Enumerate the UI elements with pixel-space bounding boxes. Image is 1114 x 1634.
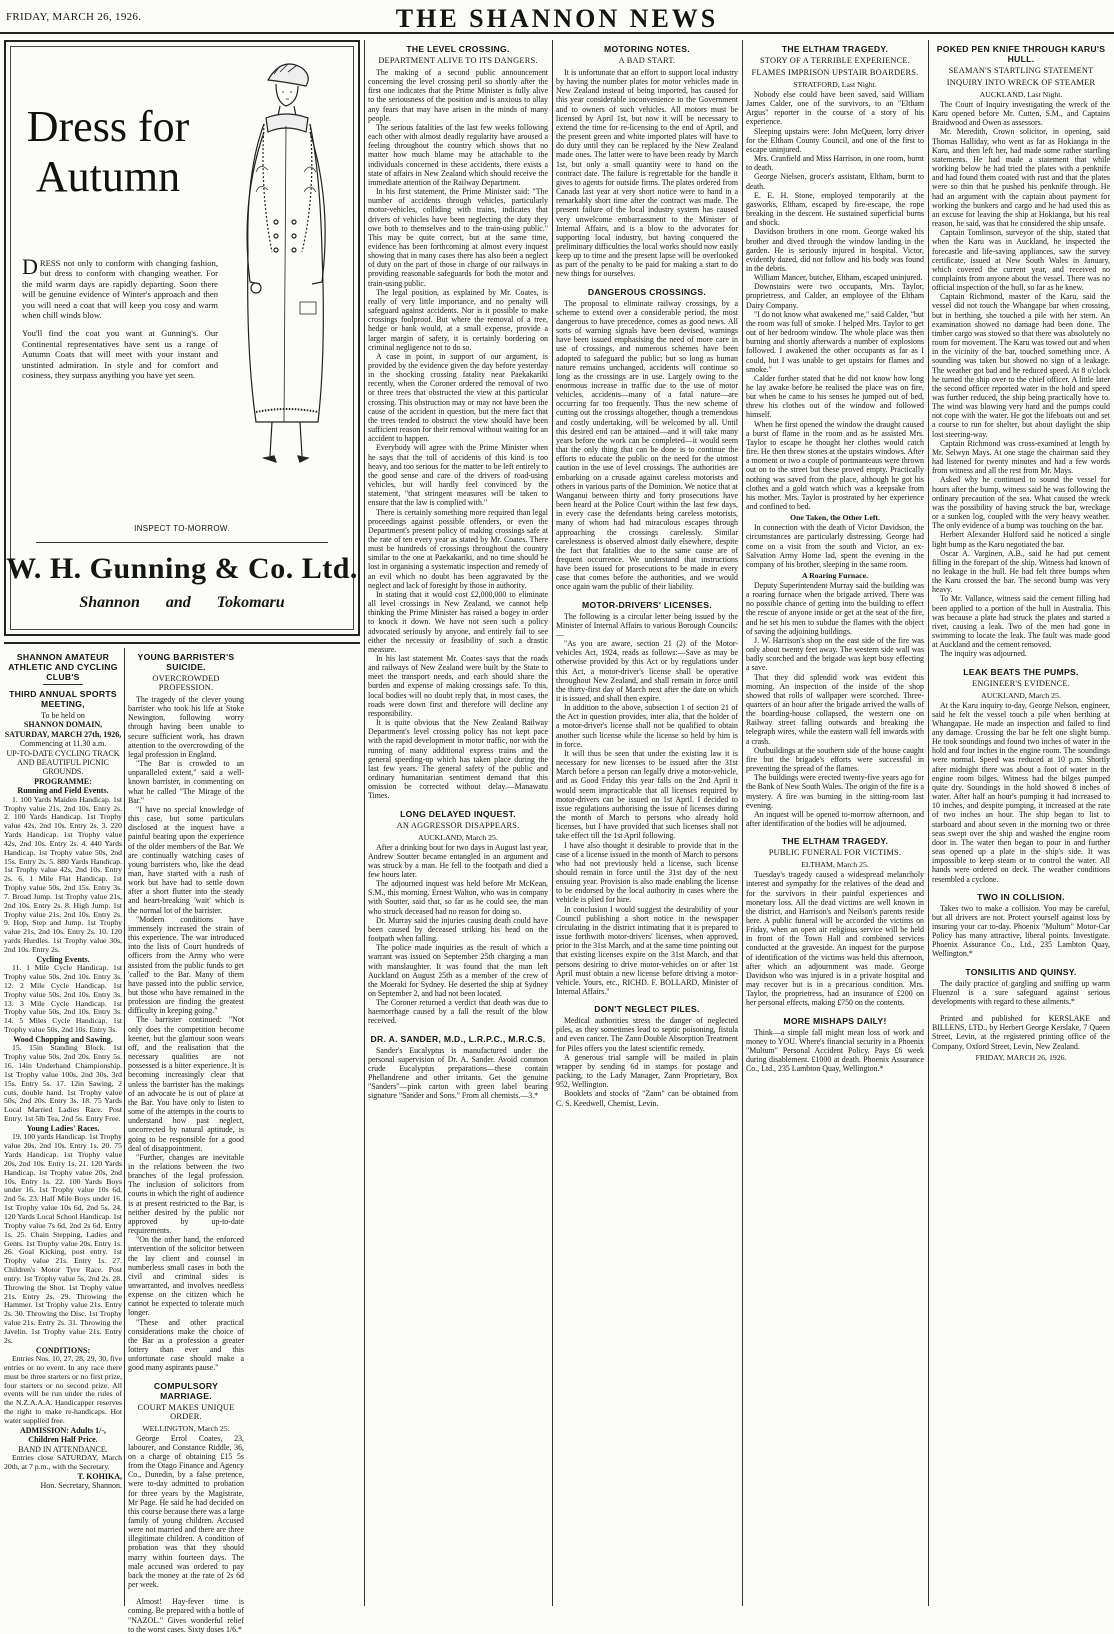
marriage-headline: COMPULSORY MARRIAGE. — [153, 1380, 219, 1401]
barrister-paragraph: "These and other practical considerations make the choice of the Bar as a profession a greater lottery than ever and this unfortunate case should make a good many aspirants pause." — [128, 1317, 244, 1373]
barrister-paragraph: The tragedy of the clever young barrister who took his life at Stoke Newington, following worry through having been unable to secure sufficient work, has drawn attention to the overcrowding of the legal profession in England. — [128, 695, 244, 759]
crossing-paragraph: The making of a second public announcement concerning the level crossing peril so shortly after the first one indicates that the Prime Minister is fully alive to the seriousness of the position and is anxious to allay any fears that may have arisen in the minds of many people. — [368, 68, 548, 123]
imprint-date: FRIDAY, MARCH 26, 1926. — [975, 1052, 1067, 1062]
column-sports — [4, 648, 122, 1608]
inquest-paragraph: The police made inquiries as the result of which a warrant was issued on September 25th charging a man with manslaughter. It was found that the man left Auckland on August 25th as a member of the crew of the Moeraki for Sydney. He deserted the ship at Sydney on September 2, and had not been located. — [368, 943, 548, 998]
sports-running-label: Running and Field Events. — [17, 786, 109, 796]
sports-programme-label: PROGRAMME: — [34, 776, 92, 786]
penknife-paragraph: Captain Tomlinson, surveyor of the ship, stated that when the Karu was in Auckland, he inspected the forecastle and life-saving appliances, saw the survey certificate, issued at New South Wales in January, which covered the current year, and received no complaints from anyone about the vessel. There was no official inspection of the hull, so far as he knew. — [932, 228, 1110, 293]
sports-ladies-label: Young Ladies' Races. — [26, 1124, 100, 1133]
sports-cycling-label: Cycling Events. — [36, 954, 90, 964]
barrister-subheadline: OVERCROWDED PROFESSION. — [152, 674, 220, 692]
inquest-article — [368, 809, 548, 1026]
ad-inspect-note: INSPECT TO-MORROW. — [134, 524, 230, 533]
barrister-paragraph: "The Bar is crowded to an unparalleled extent," said a well-known barrister, in commenting on what he called "The Mirage of the Bar." — [128, 759, 244, 805]
crossing-paragraph: Everybody will agree with the Prime Minister when he says that the toll of accidents of this kind is too heavy, and too serious for the matter to be left entirely to the good sense and care of the drivers of road-using vehicles, but will hardly feel convinced by the statement, "that stringent measures will be taken to ensure that the law is complied with." — [368, 443, 548, 508]
sports-band: BAND IN ATTENDANCE. — [18, 1444, 108, 1454]
inquest-dateline: AUCKLAND, March 25. — [418, 832, 498, 842]
crossing-paragraph: In his last statement Mr. Coates says that the roads and railways of New Zealand were built by the State to meet the transport needs, and each should share the burden and expense of making crossings safe. To this, local bodies will no doubt reply that, in most cases, the roads were down first and therefore will decline any responsibility. — [368, 654, 548, 718]
eltham-paragraph: J. W. Harrison's shop on the east side of the fire was only about twenty feet away. The western side wall was badly scorched and the brigade was kept busy effecting a save. — [746, 635, 924, 673]
ad-towns — [6, 594, 358, 612]
eltham-subheadline: STORY OF A TERRIBLE EXPERIENCE. — [759, 56, 911, 65]
imprint-text: Printed and published for KERSLAKE and BILLENS, LTD., by Herbert George Kerslake, 7 Queen Street, Levin, at the registered printing office of the Company, Oxford Street, Levin, New Zealand. — [932, 1014, 1110, 1051]
ad-paragraph-2: You'll find the coat you want at Gunning's. Our Continental representatives have sent us a range of Autumn Coats that will meet with your instant and unstinted admiration. In style and for comfort and cosiness, they surpass anything you have yet seen. — [22, 328, 218, 381]
penknife-paragraph: To Mr. Vallance, witness said the cement filling had been applied to a portion of the hull in Australia. This was because a plate had struck the plates and started a rivet, causing a leak. Two of the men had gone in swimming to locate the leak. The fault was made good at Auckland and the cement removed. — [932, 594, 1110, 650]
ad-town-shannon: Shannon — [79, 594, 140, 611]
sports-venue: SHANNON DOMAIN, — [23, 720, 103, 730]
imprint — [932, 1014, 1110, 1062]
column-eltham — [746, 40, 924, 1608]
barrister-paragraph: The barrister continued: "Not only does the competition become keener, but the glamour soon wears off, and the realisation that the necessary qualities are not possessed is a bitter experience. It is becoming increasingly clear that unless the barrister has the makings of an advocate he is out of place at the Bar. You have only to listen to some of the attempts in the courts to understand how past neglect, uncorrected by natural aptitude, is going to be responsible for a good deal of disappointment. — [128, 1015, 244, 1153]
piles-paragraph: A generous trial sample will be mailed in plain wrapper by sending 6d in stamps for postage and packing, to the Lady Manager, Zann Proprietary, Box 952, Wellington. — [556, 1052, 738, 1090]
sports-conditions: Entries Nos. 10, 27, 28, 29, 30, five entries or no event. In any race there must be three starters or no first prize, four starters or no second prize. All events will be run under the rules of the N.Z.A.A.A. Handicapper reserves the right to make re-handicaps. Hot water supplied free. — [4, 1354, 122, 1425]
inquest-paragraph: Dr. Murray said the injuries causing death could have been caused by deceased striking his head on the footpath when falling. — [368, 915, 548, 944]
eltham-paragraph: The buildings were erected twenty-five years ago for the Bank of New South Wales. The origin of the fire is a mystery. A fire was burning in the sitting-room last evening. — [746, 773, 924, 810]
penknife-paragraph: The Court of Inquiry investigating the wreck of the Karu opened before Mr. Cutten, S.M., and Captains Braidwood and Owen as assessors. — [932, 100, 1110, 128]
crossing-paragraph: In his first statement, the Prime Minister said: "The number of accidents through vehicles, particularly motor-vehicles, colliding with trains, indicates that drivers of vehicles have been neglecting the duty they owe both to themselves and to the train-using public." This may be quite correct, but at the same time, evidence has been forthcoming at almost every inquest showing that in many cases there has also been a neglect of duty on the part of those in charge of our railways in providing reasonable safeguards for both the motor and train-using public. — [368, 187, 548, 288]
eltham-paragraph: Nobody else could have been saved, said William James Calder, one of the survivors, to an "Eltham Argus" reporter in the course of a story of his experience. — [746, 90, 924, 127]
leak-headline: LEAK BEATS THE PUMPS. — [963, 666, 1079, 677]
motoring-article — [556, 44, 738, 279]
ad-paragraph-1-text: RESS not only to conform with changing fashion, but dress to conform with changing weather. For the mild warm days are rapidly departing. Soon there will be genuine evidence of Winter's approach and then you will need a coat that will keep you cosy and warm when chill winds blow. — [22, 258, 218, 321]
barrister-article — [128, 652, 244, 1373]
inquest-paragraph: The Coroner returned a verdict that death was due to haemorrhage caused by a fall the result of the blow received. — [368, 998, 548, 1026]
eltham-funeral-dateline: ELTHAM, March 25. — [801, 860, 869, 870]
penknife-article — [932, 44, 1110, 659]
dangerous-paragraph: The proposal to eliminate railway crossings, by a scheme to extend over a considerable period, the most dangerous to have precedence, comes as good news. All sorts of warning signals have been devised, warnings have been issued emphasising the need of more care in use of crossings, and numerous schemes have been adopted to safeguard the public; but so long as human nature remains unchanged, accidents will continue so long as the crossings are in use. Largely owing to the enormous increase in traffic due to the use of motor vehicles, accidents—many of a fatal nature—are occurring far too frequently. Thus the new scheme of cutting out the crossings altogether, though a tremendous and costly undertaking, will be welcomed by all. Until this desired end can be attained—and it will take many years before the work can be completed—it would seem that the only thing that can be done is to continue the efforts to educate the public on the need for the utmost caution in the use of level crossings. The authorities are embarking on a crusade against careless motorists and others in various parts of the Dominion. We notice that at Wanganui between thirty and forty prosecutions have been heard at the Police Court within the last few days, in every case the defendants being careless motorists, many of whom had had miraculous escapes through approaching the crossings carelessly. Similar carelessness is observed almost daily elsewhere, despite the fact that fatalities due to the same cause are of frequent occurrence. We understand that instructions have been issued for prosecutions to be made in every case that comes before the authorities, and we would once again warn the public of their liability. — [556, 298, 738, 592]
sports-signature-name: T. KOHIKA, — [77, 1471, 122, 1481]
eltham-paragraph: Outbuildings at the southern side of the house caught fire but the brigade's efforts were successful in preventing the spread of the flames. — [746, 745, 924, 774]
leak-article — [932, 667, 1110, 884]
ad-headline — [18, 102, 198, 202]
penknife-paragraph: Mr. Meredith, Crown solicitor, in opening, said Thomas Halliday, who went as far as Hokianga in the Karu, and then left her, had made some rather startling statements. He had made a statement that while working below he had tried the plates with a penknife and had found them coated with rust and that the plates were so thin that he pushed his penknife through. He had an argument with the captain about payment for working the bunkers and cargo and he had used this as an excuse for leaving the ship at Hokianga, but his real reason, he said, was that he considered the ship unsafe. — [932, 127, 1110, 229]
newspaper-title: THE SHANNON NEWS — [395, 4, 719, 33]
sports-admission: ADMISSION: Adults 1/-, Children Half Price. — [19, 1425, 106, 1445]
ad-headline-line2: Autumn — [35, 152, 181, 201]
fashion-illustration — [216, 52, 350, 472]
eltham-paragraph: Downstairs were two occupants, Mrs. Taylor, proprietress, and Calder, an employee of the Eltham Dairy Company. — [746, 282, 924, 310]
penknife-paragraph: Captain Richmond was cross-examined at length by Mr. Selwyn Mays. At one stage the chairman said they had listened for twenty minutes and had a few words from witness and all the rest from Mr. Mays. — [932, 438, 1110, 476]
licenses-paragraph: In addition to the above, subsection 1 of section 21 of the Act in question provides, inter alia, that the holder of a motor-driver's license shall not be qualified to obtain another such license while the license so held by him is in force. — [556, 703, 738, 749]
sander-text: Sander's Eucalyptus is manufactured under the personal supervision of Dr. A. Sander. Avoid common crude Eucalyptus preparations—these contain Phellandrene and other irritants. Get the genuine "Sanders"—pink carton with green label bearing signature "Sander and Sons." From all chemists.—3.* — [368, 1045, 548, 1101]
collision-advertisement — [932, 892, 1110, 959]
sander-advertisement — [368, 1034, 548, 1101]
sports-date: SATURDAY, MARCH 27th, 1926, — [4, 729, 122, 739]
penknife-paragraph: The inquiry was adjourned. — [940, 649, 1027, 659]
inquest-paragraph: After a drinking bout for two days in August last year, Andrew Soutter became entangled in an argument and was struck by a man. He fell to the footpath and died a few hours later. — [368, 842, 548, 879]
mishaps-headline: MORE MISHAPS DAILY! — [783, 1015, 887, 1026]
barrister-paragraph: "On the other hand, the enforced intervention of the solicitor between the lay client and counsel in numberless small cases in both the civil and criminal sides is unwarranted, and involves needless expense on the citizen which he cannot be expected to tolerate much longer. — [128, 1235, 244, 1318]
sports-line-1: To be held on — [41, 711, 85, 720]
crossing-paragraph: The serious fatalities of the last few weeks following each other with almost deadly regularity have aroused a feeling throughout the country which shows that no matter how much blame may be attachable to the individuals concerned in these accidents, there exists a state of affairs in New Zealand which should receive the immediate attention of the Railway Department. — [368, 122, 548, 187]
sports-wood-label: Wood Chopping and Sawing. — [13, 1035, 113, 1044]
column-barrister — [128, 648, 244, 1634]
licenses-article — [556, 600, 738, 997]
licenses-paragraph: It will thus be seen that under the existing law it is necessary for new licenses to be issued after the 31st March before a person can legally drive a motor-vehicle, and as Good Friday this year falls on the 2nd April it would seem impracticable that all licenses required by motor-drivers can be issued on 1st April. I decided to issue regulations authorising the issue of licenses during the month of March to persons who already hold licenses, but I have provided that such licenses shall not take effect till the 1st April following. — [556, 748, 738, 841]
leak-subheadline: ENGINEER'S EVIDENCE. — [971, 678, 1071, 688]
eltham-funeral-subheadline: PUBLIC FUNERAL FOR VICTIMS. — [768, 848, 902, 858]
collision-headline: TWO IN COLLISION. — [977, 891, 1065, 902]
eltham-funeral-article — [746, 836, 924, 1007]
ad-town-and: and — [165, 594, 191, 611]
piles-advertisement — [556, 1004, 738, 1108]
eltham-paragraph: "I do not know what awakened me," said Calder, "but the room was full of smoke. I helped Mrs. Taylor to get out of her bedroom window. The whole place was then burning and shortly afterwards a number of explosions followed. I awakened the other occupants as far as I could, but I was unable to get upstairs for flames and smoke." — [746, 309, 924, 374]
marriage-article — [128, 1381, 244, 1590]
sports-wood-events: 15. 15in Standing Block. 1st Trophy value 50s, 2nd 20s. Entry 5s. 16. 14in Underhand Championship. 1st Trophy value 100s, 2nd 30s, 3rd 15s. Entry 5s. 17. 12in Sawing, 2 cuts, double hand. 1st Trophy value 50s, 2nd 20s. Entry 3s. 18. 75 Yards Local Married Ladies Race. Post Entry. 1st 5lb Tea, 2nd 5s. Entry Free. — [4, 1043, 122, 1124]
leak-dateline: AUCKLAND, March 25. — [981, 690, 1061, 700]
ad-bottom-rule — [4, 642, 360, 644]
barrister-headline: YOUNG BARRISTER'S SUICIDE. — [137, 652, 235, 672]
sander-headline: DR. A. SANDER, M.D., L.R.P.C., M.R.C.S. — [370, 1033, 546, 1044]
barrister-paragraph: "Modern conditions have immensely increased the strain of this experience. The war introduced into the lists of Court hundreds of officers from the Army who were assisted from the public funds to get 'called' to the Bar. Many of them have passed into the public service, but those who have remained in the profession are finding the greatest difficulty in keeping going." — [128, 914, 244, 1016]
ad-headline-line1: Dress for — [26, 102, 190, 151]
column-rule — [552, 40, 553, 1606]
penknife-paragraph: Captain Richmond, master of the Karu, said the vessel did not touch the Whangape bar when crossing, but in berthing, she touched a pile with her stern. An examination showed no damage had been done. The timber cargo was stowed so that there was absolutely no room for movement. The Karu was towed out and when in the vicinity of the bar, touched something once. A sounding was taken but showed no sign of a leakage. The weather got bad and he reduced speed. At 8 o'clock he turned the ship over to the chief officer. A little later the second officer reported water in the hold and speed was further reduced, the ship being practically hove to. The wind was blowing very hard and the pumps could not cope with the water. He got the lifeboats out and set a course to run for shelter, but about daylight the ship lost steering-way. — [932, 292, 1110, 439]
column-rule — [364, 40, 365, 1606]
motoring-subheadline: A BAD START. — [618, 56, 676, 65]
licenses-paragraph: In conclusion I would suggest the desirability of your Council publishing a short notice in the newspaper circulating in the district intimating that it is prepared to issue forthwith motor-drivers' licenses, when approved, prior to the 31st March, and at the same time pointing out that existing licenses expire on the 31st March, and that persons desiring to drive motor-vehicles on or after 1st April must obtain a new license before driving a motor-vehicle. Yours, etc., RICHD. F. BOLLARD, Minister of Internal Affairs." — [556, 904, 738, 996]
penknife-headline: POKED PEN KNIFE THROUGH KARU'S HULL. — [936, 44, 1106, 64]
masthead — [0, 0, 1114, 34]
tonsilitis-advertisement — [932, 967, 1110, 1006]
eltham-headline: THE ELTHAM TRAGEDY. — [781, 44, 889, 54]
marriage-paragraph: George Errol Coates, 23, labourer, and Constance Riddle, 36, on a charge of obtaining £15 5s from the Otago Finance and Agency Co., Dunedin, by a false pretence, were to-day admitted to probation for three years by the Magistrate, Mr Page. He said he had decided on this course because there was a large family of young children. Accused were not married and there are three illegitimate children. A condition of probation was that they should marry within fourteen days. The male accused was ordered to pay back the money at the rate of 2s 6d per week. — [128, 1433, 244, 1590]
sports-time: Commencing at 11.30 a.m. — [19, 739, 107, 749]
leak-paragraph: At the Karu inquiry to-day, George Nelson, engineer, said he felt the vessel touch a pile when berthing at Whangapae. He made an inspection and failed to find any damage. Crossing the bar he felt one slight bump. He took soundings and found two inches of water in the hold and four inches in the engine room. The soundings were normal. Speed was reduced at 10 p.m. Shortly after midnight there was about a foot of water in the engine room bilges. Witness had the bilges pumped quite dry. Soundings in the hold showed 8 inches of water. After half an hour's pumping it had increased to 10 inches, and despite pumping, it increased at the rate of two inches an hour. The ship began to list to starboard and about seven in the morning two or three seas swept over the ship and washed the engine room door in. The water then began to pour in and further seas opened up a plate in the ship's side. It was impossible to keep steam or to control the water. All hands were ordered on deck. The weather conditions resembled a cyclone. — [932, 700, 1110, 884]
piles-headline: DON'T NEGLECT PILES. — [594, 1004, 700, 1015]
licenses-paragraph: "As you are aware, section 21 (2) of the Motor-vehicles Act, 1924, reads as follows:—Save as may be otherwise provided by this Act or by regulations under this Act, a motor-driver's license shall be operative throughout New Zealand, and shall remain in force until the thirty-first day of March next after the date on which it is issued, and shall then expire. — [556, 639, 738, 703]
ad-drop-cap: D — [22, 254, 38, 279]
eltham-paragraph: That they did splendid work was evident this morning. An inspection of the inside of the shop showed that rolls of wallpaper were scorched. Three-quarters of an hour after the brigade arrived the walls of the boarding-house collapsed, the western one on Railway street falling outwards and breaking the telegraph wires, while the eastern wall fell inwards with a crash. — [746, 672, 924, 746]
nazol-text: Almost! Hay-fever time is coming. Be prepared with a bottle of "NAZOL." Gives wonderful relief to the worst cases. Sixty doses 1/6.* — [128, 1597, 244, 1634]
gunning-advertisement — [4, 40, 360, 636]
issue-date: FRIDAY, MARCH 26, 1926. — [6, 11, 142, 23]
licenses-paragraph: The following is a circular letter being issued by the Minister of Internal Affairs to various Borough Councils:— — [556, 611, 738, 639]
sports-meeting-notice — [4, 652, 122, 1491]
eltham-dateline: STRATFORD, Last Night. — [793, 80, 877, 89]
barrister-paragraph: "Further, changes are inevitable in the relations between the two branches of the legal profession. The inclusion of solicitors from courts in which the right of audience is at present restricted to the Bar, is neither desired by the public nor approved by up-to-date requirements. — [128, 1152, 244, 1236]
tonsilitis-headline: TONSILITIS AND QUINSY. — [965, 966, 1077, 977]
column-motoring — [556, 40, 738, 1608]
inquest-paragraph: The adjourned inquest was held before Mr McKean, S.M., this morning. Ernest Walton, who was in company with Soutter, said that, so far as he could see, the man who struck deceased had no reason for doing so. — [368, 879, 548, 916]
penknife-paragraph: Herbert Alexander Hulford said he noticed a single light bump as the Karu negotiated the bar. — [932, 530, 1110, 549]
ad-town-tokomaru: Tokomaru — [216, 594, 285, 611]
nazol-notice — [128, 1597, 244, 1634]
eltham-paragraph: E. E. H. Stone, employed temporarily at the gasworks, Eltham, escaped by fire-escape, the rope breaking in the descent. He sustained superficial burns and shock. — [746, 190, 924, 228]
eltham-subheadline-2: FLAMES IMPRISON UPSTAIR BOARDERS. — [751, 68, 919, 77]
sports-heading-rule — [43, 684, 83, 685]
sports-signature-title: Hon. Secretary, Shannon. — [40, 1481, 122, 1491]
marriage-subheadline: COURT MAKES UNIQUE ORDER. — [137, 1402, 235, 1421]
inquest-subheadline: AN AGGRESSOR DISAPPEARS. — [396, 820, 520, 830]
sports-heading: SHANNON AMATEUR ATHLETIC AND CYCLING CLUB'S — [8, 652, 118, 682]
dangerous-crossings-article — [556, 287, 738, 592]
eltham-section-heading: One Taken, the Other Left. — [790, 513, 880, 523]
eltham-article — [746, 44, 924, 828]
mishaps-text: Think—a simple fall might mean loss of work and money to YOU. Where's financial security in a Phoenix "Multum" Personal Accident Policy. Pays £6 week during disablement. £1000 at death. Phoenix Assurance Co., Ltd., 235 Lambton Quay, Wellington.* — [746, 1027, 924, 1074]
ad-brand-name: W. H. Gunning & Co. Ltd. — [6, 552, 358, 585]
ad-divider — [36, 542, 328, 543]
crossing-article — [368, 44, 548, 801]
sports-running-events: 1. 100 Yards Maiden Handicap. 1st Trophy value 21s, 2nd 10s. Entry 2s. 2. 100 Yards Handicap. 1st Trophy value 42s, 2nd 10s. Entry 2s. 3. 220 Yards Handicap. 1st Trophy value 42s, 2nd 10s. Entry 2s. 4. 440 Yards Handicap. 1st Trophy value 50s, 2nd 15s. Entry 2s. 5. 880 Yards Handicap. 1st Trophy value 42s, 2nd 10s. Entry 2s. 6. 1 Mile Flat Handicap. 1st Trophy value 50s, 2nd 15s. Entry 3s. 7. Broad Jump. 1st Trophy value 21s, 2nd 10s. Entry 2s. 8. High Jump. 1st Trophy value 21s, 2nd 10s. Entry 2s. 9. Hop, Step and Jump. 1st Trophy value 21s, 2nd 10s. Entry 2s. 10. 120 yards Hurdles. 1st Trophy value 30s, 2nd 10s. Entry 2s. — [4, 794, 122, 954]
sports-entries: Entries close SATURDAY, March 20th, at 7 p.m., with the Secretary. — [4, 1453, 122, 1471]
penknife-subheadline-2: INQUIRY INTO WRECK OF STEAMER — [946, 78, 1096, 87]
crossing-paragraph: The legal position, as explained by Mr. Coates, is really of very little importance, and no penalty will safeguard against accidents. Nor is it possible to make crossings foolproof. But where the removal of a tree, hedge or bank would, at a small expense, provide a larger margin of safety, it is certainly bordering on criminal negligence not to do so. — [368, 287, 548, 352]
ad-body — [22, 254, 218, 381]
eltham-paragraph: Calder further stated that he did not know how long he lay awake before he realised the place was on fire, but when he came to his senses he jumped out of bed, threw his clothes out of the window and followed himself. — [746, 373, 924, 420]
sports-cycling-events: 11. 1 Mile Cycle Handicap. 1st Trophy value 50s, 2nd 10s. Entry 3s. 12. 2 Mile Cycle Handicap. 1st Trophy value 50s, 2nd 10s. Entry 3s. 13. 3 Mile Cycle Handicap. 1st Trophy value 50s, 2nd 10s. Entry 3s. 14. 5 Miles Cycle Handicap. 1st Trophy value 50s, 2nd 10s. Entry 3s. — [4, 963, 122, 1035]
crossing-paragraph: In stating that it would cost £2,000,000 to eliminate all level crossings in New Zealand, we cannot help thinking the Prime Minister has raised a bogey in order to knock it down. We have not seen such a policy advocated seriously by anyone, and entirely fail to see either the necessity or feasibility of such a drastic measure. — [368, 589, 548, 654]
collision-text: Takes two to make a collision. You may be careful, but all drivers are not. Protect yourself against loss by insuring your car to-day. Phoenix "Multum" Motor-Car Policy has many attractive, liberal points. Investigate. Phoenix Assurance Co., Ltd., 235 Lambton Quay, Wellington.* — [932, 903, 1110, 959]
eltham-paragraph: When he first opened the window the draught caused a burst of flame in the room and as he assisted Mrs. Taylor to escape he thought her clothes would catch fire. He then threw stones at the upstairs windows. After a moment or two a couple of portmanteaus were thrown out on to the street but these proved empty. Practically nothing was saved from the place, although he got his clothes and a gold watch which was a keepsake from his mother. Mrs. Taylor is prostrated by her experience and confined to bed. — [746, 419, 924, 512]
licenses-paragraph: I have also thought it desirable to provide that in the case of a license issued in the month of March to persons who had not previously held a license, such license should remain in force until the 31st day of the next ensuing year. Provision is also made enabling the license to be endorsed by the local authority in cases where the vehicle is plied for hire. — [556, 840, 738, 905]
sports-subheading: THIRD ANNUAL SPORTS MEETING, — [9, 689, 117, 709]
motoring-headline: MOTORING NOTES. — [604, 44, 690, 54]
marriage-dateline: WELLINGTON, March 25. — [142, 1423, 230, 1433]
dangerous-headline: DANGEROUS CROSSINGS. — [587, 286, 707, 297]
crossing-subheadline: DEPARTMENT ALIVE TO ITS DANGERS. — [378, 56, 538, 65]
eltham-paragraph: William Mancer, butcher, Eltham, escaped uninjured. — [754, 273, 923, 283]
crossing-paragraph: It is quite obvious that the New Zealand Railway Department's level crossing policy has not kept pace with the rapid development in motor traffic, nor with the running of many additional express trains and the general speeding-up which has taken place during the last few years. The general safety of the public and ordinary humanitarian sentiment demand that this omission be corrected without delay.—Manawatu Times. — [368, 718, 548, 801]
penknife-paragraph: Asked why he continued to sound the vessel for hours after the bump, witness said he was following the ordinary precaution of the sea. What caused the wreck was the possibility of having struck the bar, wreckage or a sunken log, coupled with the very heavy weather. The only evidence of a bump was touching on the bar. — [932, 475, 1110, 531]
column-karu — [932, 40, 1110, 1608]
penknife-dateline: AUCKLAND, Last Night. — [979, 90, 1063, 99]
eltham-section-heading: A Roaring Furnace. — [801, 570, 869, 580]
column-rule — [124, 648, 125, 1606]
inquest-headline: LONG DELAYED INQUEST. — [400, 808, 516, 819]
column-crossing — [368, 40, 548, 1608]
eltham-paragraph: Mrs. Cranfield and Miss Harrison, in one room, burnt to death. — [746, 154, 924, 173]
column-rule — [928, 40, 929, 1606]
barrister-paragraph: "I have no special knowledge of this case, but some particulars disclosed at the inquest have a painful bearing upon the experience of the older members of the Bar. We are continually watching cases of young barristers who, like the dead man, have started with a rush of work but have had to settle down after a short flutter into the steady and heart-breaking 'wait' which is the normal lot of the barrister. — [128, 804, 244, 915]
eltham-paragraph: Davidson brothers in one room. George waked his brother and dived through the window landing in the garden. He is seriously injured in hospital. Victor, evidently dazed, did not follow and his body was found in the debris. — [746, 227, 924, 273]
eltham-paragraph: George Nielsen, grocer's assistant, Eltham, burnt to death. — [746, 172, 924, 191]
eltham-paragraph: Sleeping upstairs were: John McQueen, lorry driver for the Eltham County Council, and one of the first to escape uninjured. — [746, 126, 924, 154]
crossing-paragraph: A case in point, in support of our argument, is provided by the evidence given the day before yesterday in the shocking crossing fatality near Paekakariki recently, when the Coroner ordered the removal of two or three trees that obstructed the view at this particular crossing. This obstruction may or may not have been the cause of the accident in question, but the mere fact that the trees tended to obstruct the view should have been sufficient reason for their removal without waiting for an accident to happen. — [368, 351, 548, 444]
mishaps-advertisement — [746, 1016, 924, 1074]
piles-paragraph: Booklets and stocks of "Zann" can be obtained from C. S. Keedwell, Chemist, Levin. — [556, 1089, 738, 1108]
crossing-paragraph: There is certainly something more required than legal proceedings against possible offenders, or even the Department's present policy of making crossings safe at the rate of ten every year as stated by Mr. Coates. There must be hundreds of crossings throughout the country similar to the one at Paekakariki, and no time should be lost in organising a systematic inspection and remedy of an evil which no doubt has been aggravated by the neglect and lack of foresight by those in authority. — [368, 507, 548, 590]
sports-conditions-label: CONDITIONS: — [35, 1345, 91, 1355]
penknife-paragraph: Oscar A. Varginen, A.B., said he had put cement filling in the forepart of the ship. Witness had known of no leakage in the hull. He had felt three bumps when the Karu crossed the bar. The second bump was very heavy. — [932, 548, 1110, 595]
crossing-headline: THE LEVEL CROSSING. — [406, 44, 510, 54]
eltham-paragraph: In connection with the death of Victor Davidson, the circumstances are particularly distressing. George had come on a visit from the south and Victor, an ex-Salvation Army Home lad, spent the evening in the company of his brother, sleeping in the same room. — [746, 523, 924, 569]
piles-paragraph: Medical authorities stress the danger of neglected piles, as they sometimes lead to septic poisoning, fistula and even cancer. The Zann Double Absorption Treatment for Piles offers you the latest scientific remedy. — [556, 1016, 738, 1053]
sports-grounds: UP-TO-DATE CYCLING TRACK AND BEAUTIFUL PICNIC GROUNDS. — [6, 748, 120, 777]
tonsilitis-text: The daily practice of gargling and sniffing up warm Fluenzol is a sure safeguard against serious developments with regard to these ailments.* — [932, 978, 1110, 1006]
eltham-paragraph: Deputy Superintendent Murray said the building was a roaring furnace when the brigade arrived. There was no possible chance of getting into the building to effect the rescue of anyone inside or get at the seat of the fire, and he set his men to subdue the flames with the object of saving the adjoining buildings. — [746, 580, 924, 636]
motoring-paragraph: It is unfortunate that an effort to support local industry by having the number plates for motor vehicles made in New Zealand instead of being imported, has caused for this year considerable inconvenience to the Government and to owners of such vehicles. All motors must be licensed by April 1st, but now it will be necessary to extend the time for re-licensing to the end of April, and the present green and white imported plates will have to do duty until they can be replaced by the New Zealand made ones. The latter were to have been ready by March 1st, but only a small quantity were to hand on the contract date. The failure is regrettable for the handle it gives to agents for outside firms. The plates ordered from Canada last year at very short notice were to hand in a remarkably short time after the contract was made. The present failure of the local industry system has caused very unwelcome embarrassment to the Minister of Internal Affairs, and is a blow to the advocates for supporting local industry, but having conquered the preliminary difficulties the local works should now easily keep up to time and the present lapse will be overlooked as part of the penalty to be paid for making a start to do new things for ourselves. — [556, 68, 738, 279]
penknife-subheadline: SEAMAN'S STARTLING STATEMENT — [948, 66, 1094, 75]
eltham-funeral-paragraph: Tuesday's tragedy caused a widespread melancholy interest and sympathy for the relatives of the dead and for the survivors in their painful experiences and monetary loss. All the dead victims are well known in the district, and Harrison's and Neilson's parents reside here. A public funeral will be accorded the victims on Friday, when an open air religious service will be held in front of the Town Hall and combined services conducted at the graveside. An inquest for the purpose of identification of the victims was held this afternoon, after which an adjournment was made. George Davidson who was injured is in a private hospital and may recover but is in a precarious condition. Mrs. Taylor, the proprietress, had an insurance of £200 on her personal effects, making £750 on the contents. — [746, 870, 924, 1008]
eltham-funeral-headline: THE ELTHAM TRAGEDY. — [781, 836, 889, 847]
licenses-headline: MOTOR-DRIVERS' LICENSES. — [582, 599, 712, 610]
ad-paragraph-1 — [22, 254, 218, 321]
eltham-paragraph: An inquest will be opened to-morrow afternoon, and after identification of the bodies will be adjourned. — [746, 809, 924, 829]
column-rule — [742, 40, 743, 1606]
sports-ladies-events: 19. 100 yards Handicap. 1st Trophy value 20s, 2nd 10s. Entry 1s. 20. 75 Yards Handicap. 1st Trophy value 20s, 2nd 10s. Entry 1s. 21. 120 Yards Handicap. 1st Trophy value 20s, 2nd 10s. Entry 1s. 22. 100 Yards Boys under 16. 1st Trophy value 10s 6d, 2nd 5s. 23. Half Mile Boys under 16. 1st Trophy value 10s 6d, 2nd 5s. 24. 120 Yards Local School Handicap. 1st Trophy value 7s 6d, 2nd 2s 6d. Entry 1s. 25. Chain Stepping, Ladies and Gents. 1st Trophy value 20s. Entry 1s. 26. Goal Kicking, post entry. 1st Trophy value 21s. Entry 1s. 27. Children's Motor Tyre Race. Post entry. 1st Trophy value 5s, 2nd 2s. 28. Throwing the Shot. 1st Trophy value 21s. Entry 2s. 29. Throwing the Hammer. 1st Trophy value 21s. Entry 2s. 30. Throwing the Disc. 1st Trophy value 21s. Entry 2s. 31. Throwing the Javelin. 1st Trophy value 21s. Entry 2s. — [4, 1132, 122, 1345]
